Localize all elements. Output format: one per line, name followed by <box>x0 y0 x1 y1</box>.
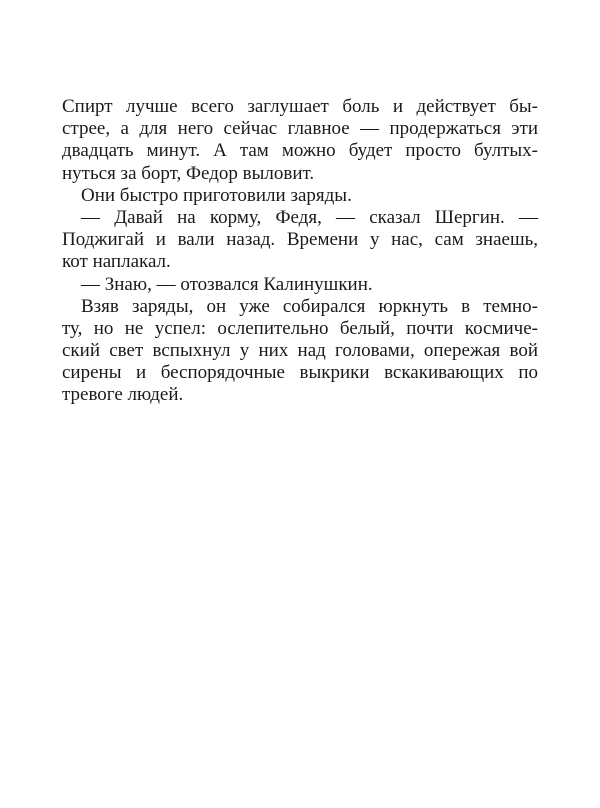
text-line: стрее, а для него сейчас главное — продержаться эти <box>62 118 538 140</box>
text-line: ский свет вспыхнул у них над головами, опережая вой <box>62 340 538 362</box>
text-line: ту, но не успел: ослепительно белый, почти космиче- <box>62 317 538 339</box>
page-text <box>62 96 538 407</box>
text-line: Они быстро приготовили заряды. <box>81 184 352 206</box>
text-line: Спирт лучше всего заглушает боль и действует бы- <box>62 96 538 117</box>
text-line: тревоге людей. <box>62 384 184 406</box>
text-line: Поджигай и вали назад. Времени у нас, сам знаешь, <box>62 229 538 251</box>
text-line: нуться за борт, Федор выловит. <box>62 162 315 184</box>
text-line: — Давай на корму, Федя, — сказал Шергин. — <box>81 206 538 228</box>
text-line: сирены и беспорядочные выкрики вскакивающих по <box>62 362 538 384</box>
text-line: — Знаю, — отозвался Калинушкин. <box>81 273 373 295</box>
text-line: кот наплакал. <box>62 251 171 273</box>
text-line: Взяв заряды, он уже собирался юркнуть в темно- <box>81 295 538 317</box>
text-line: двадцать минут. А там можно будет просто бултых- <box>62 140 538 162</box>
